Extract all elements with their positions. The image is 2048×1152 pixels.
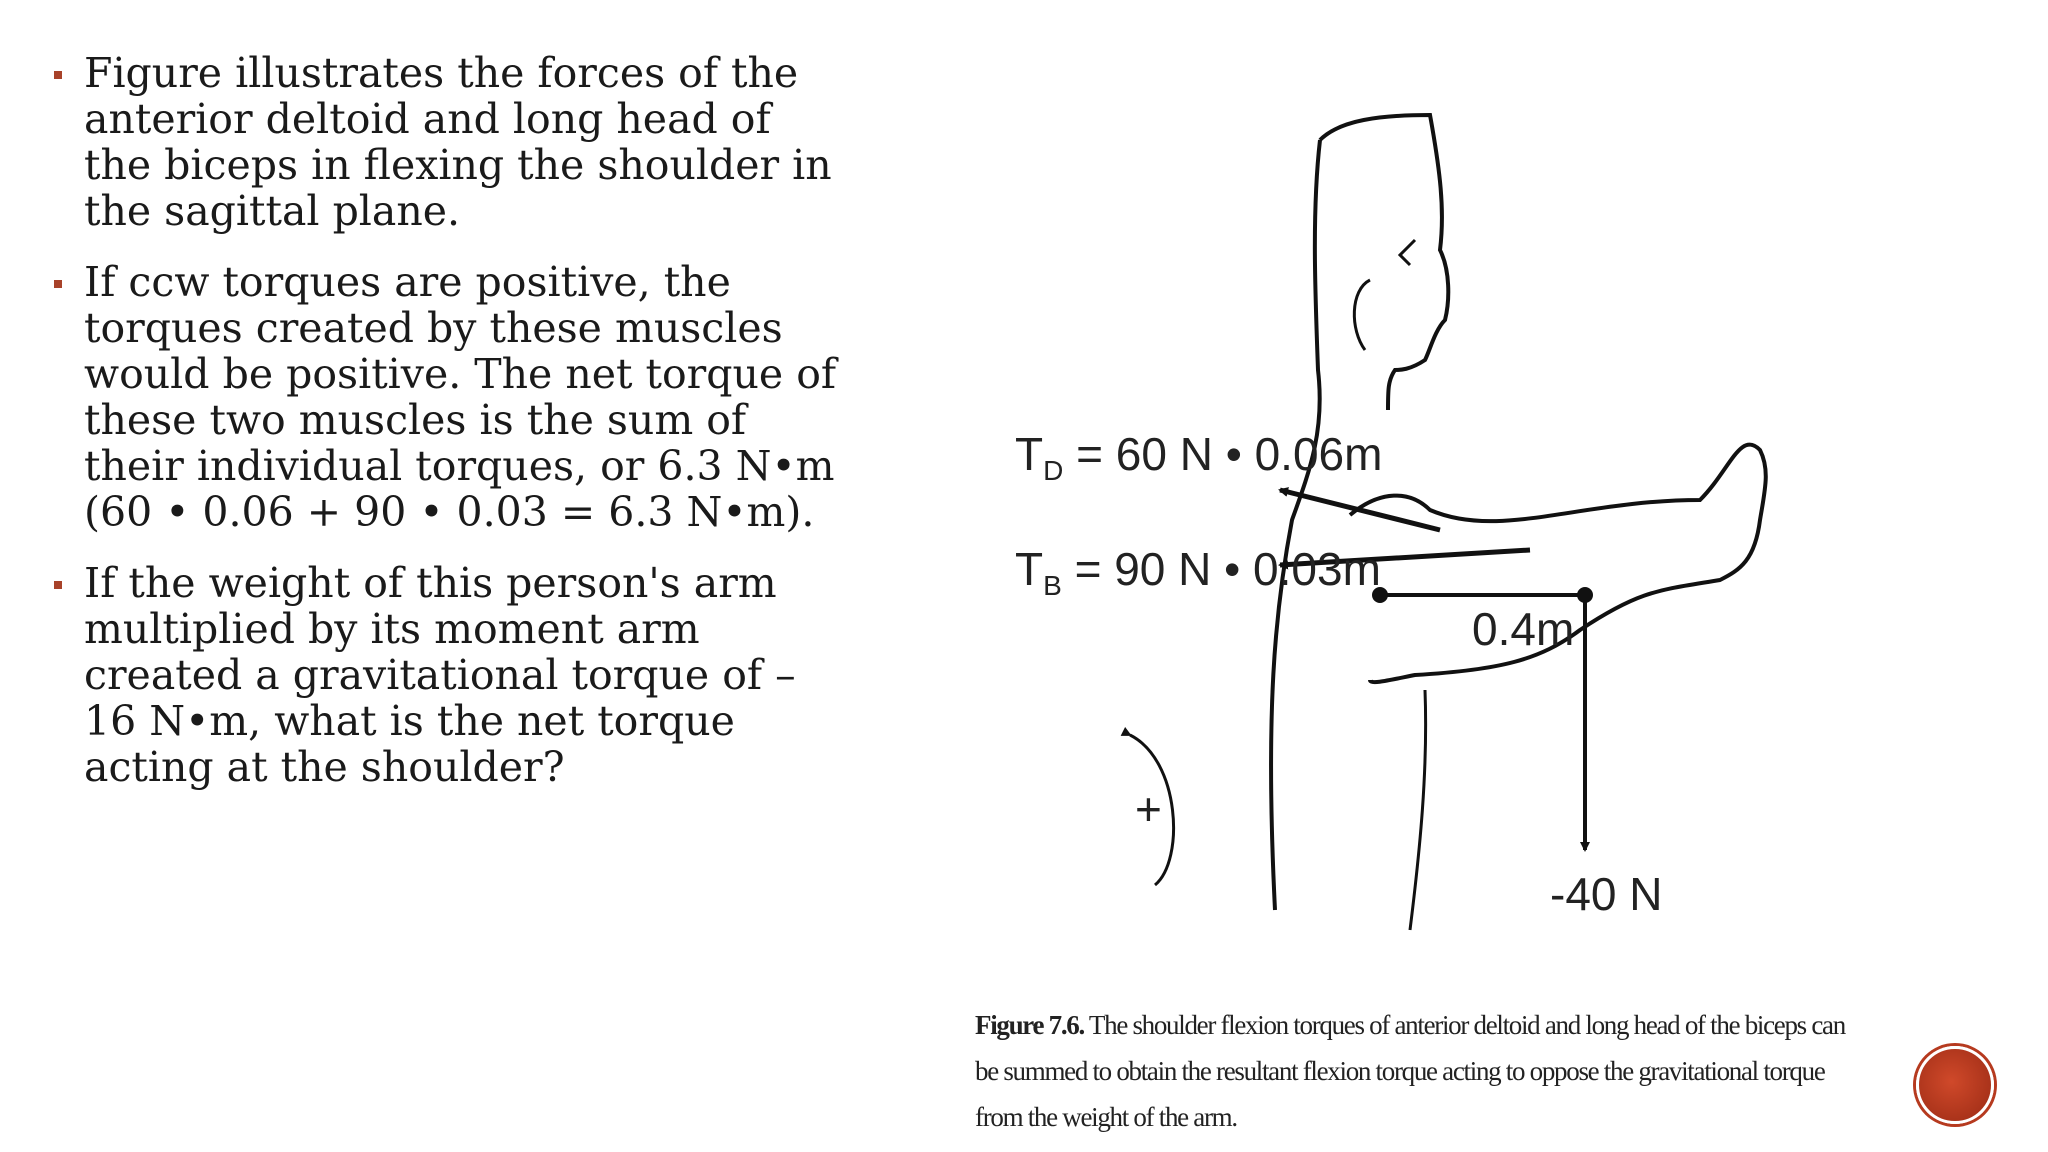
slide-logo-badge bbox=[1916, 1046, 1994, 1124]
bullet-marker bbox=[54, 280, 62, 288]
figure-drawing bbox=[940, 90, 1880, 950]
caption-text: The shoulder flexion torques of anterior deltoid and long head of the biceps can be summed to obtain the resultant flexion torque acting to oppose the gravitational torque from the weight of the arm. bbox=[975, 1010, 1845, 1132]
moment-arm-label: 0.4m bbox=[1472, 603, 1575, 655]
bullet-text: Figure illustrates the forces of the anterior deltoid and long head of the biceps in flexing the shoulder in the sagittal plane. bbox=[84, 49, 832, 235]
caption-label: Figure 7.6. bbox=[975, 1010, 1084, 1040]
weight-label: -40 N bbox=[1550, 868, 1663, 920]
body-outline bbox=[1320, 115, 1448, 410]
bullet-item bbox=[52, 50, 842, 234]
bullet-item bbox=[52, 259, 842, 535]
bullet-list bbox=[52, 50, 842, 815]
eye-outline bbox=[1400, 240, 1415, 265]
body-outline bbox=[1271, 140, 1320, 910]
shoulder-torque-figure bbox=[940, 90, 1880, 950]
bullet-marker bbox=[54, 71, 62, 79]
deltoid-torque-label: $T_D = 60$ N • 0.06m bbox=[1015, 428, 1383, 486]
deltoid-force-arrow bbox=[1280, 490, 1440, 530]
biceps-torque-label: $T_B = 90$ N • 0.03m bbox=[1015, 543, 1381, 601]
bullet-text: If ccw torques are positive, the torques created by these muscles would be positive. The net torque of these two muscles is the sum of their individual torques, or 6.3 N•m (60 • 0.06 + 90 • 0.03 = 6.3 N•m). bbox=[84, 258, 837, 536]
bullet-marker bbox=[54, 581, 62, 589]
torso-side bbox=[1410, 690, 1426, 930]
ear-outline bbox=[1354, 280, 1370, 350]
bullet-item bbox=[52, 560, 842, 790]
bullet-text: If the weight of this person's arm multiplied by its moment arm created a gravitational torque of –16 N•m, what is the net torque acting at the shoulder? bbox=[84, 559, 796, 791]
ccw-sign: + bbox=[1135, 783, 1162, 835]
figure-caption bbox=[975, 1002, 1855, 1140]
